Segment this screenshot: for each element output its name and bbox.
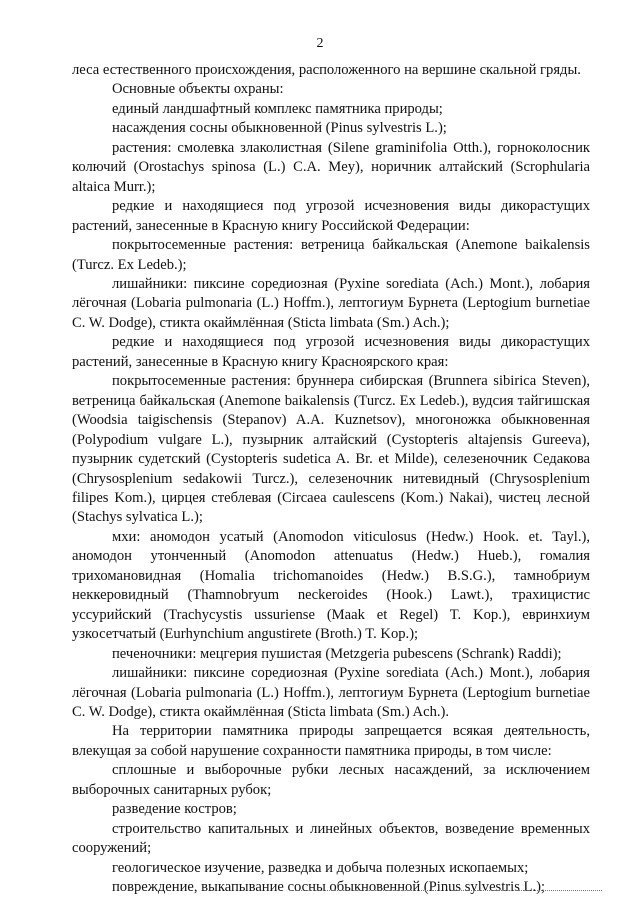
paragraph: редкие и находящиеся под угрозой исчезновения виды дикорастущих растений, занесенные в Красную книгу Красноярского края: <box>72 334 590 370</box>
paragraph: печеночники: мецгерия пушистая (Metzgeria pubescens (Schrank) Raddi); <box>112 645 562 662</box>
paragraph: лишайники: пиксине соредиозная (Pyxine sorediata (Ach.) Mont.), лобария лёгочная (Lobaria pulmonaria (L.) Hoffm.), лептогиум Бурнета (Leptogium burnetiae C. W. Dodge), стикта окаймлённая (Sticta limbata (Sm.) Ach.). <box>72 665 590 720</box>
footer-separator <box>290 890 602 891</box>
paragraph: растения: смолевка злаколистная (Silene graminifolia Otth.), горноколосник колючий (Orostachys spinosa (L.) C.A. Mey), норичник алтайский (Scrophularia altaica Murr.); <box>72 139 590 195</box>
paragraph: строительство капитальных и линейных объектов, возведение временных сооружений; <box>72 820 590 857</box>
paragraph: лишайники: пиксине соредиозная (Pyxine sorediata (Ach.) Mont.), лобария лёгочная (Lobaria pulmonaria (L.) Hoffm.), лептогиум Бурнета (Leptogium burnetiae C. W. Dodge), стикта окаймлённая (Sticta limbata (Sm.) Ach.); <box>72 275 590 331</box>
page-number: 2 <box>316 36 324 51</box>
paragraph: На территории памятника природы запрещается всякая деятельность, влекущая за собой нарушение сохранности памятника природы, в том числе: <box>72 723 590 759</box>
paragraph: покрытосеменные растения: бруннера сибирская (Brunnera sibirica Steven), ветреница байкальская (Anemone baikalensis (Turcz. Ex Ledeb.), вудсия тайгишская (Woodsia taigischensis (Stepanov) A.A. Kuznetsov), многоножка обыкновенная (Polypodium vulgare L.), пузырник алтайский (Cystopteris altajensis Gureeva), пузырник судетский (Cystopteris sudetica A. Br. et Milde), селезеночник Седакова (Chrysosplenium sedakowii Turcz.), селезеночник нитевидный (Chrysosplenium filipes Kom.), цирцея стеблевая (Circaea caulescens (Kom.) Nakai), чистец лесной (Stachys sylvatica L.); <box>72 373 590 526</box>
paragraph: повреждение, выкапывание сосны обыкновенной (Pinus sylvestris L.); <box>112 879 546 896</box>
paragraph: мхи: аномодон усатый (Anomodon viticulosus (Hedw.) Hook. et. Tayl.), аномодон утонченный (Anomodon attenuatus (Hedw.) Hueb.), гомалия трихомановидная (Homalia trichomanoides (Hedw.) B.S.G.), тамнобриум неккеровидный (Thamnobryum neckeroides (Hook.) Lawt.), трахицистис уссурийский (Trachycystis ussuriense (Maak et Regel) T. Kop.), евринхиум узкосетчатый (Eurhynchium angustirete (Broth.) T. Kop.); <box>72 528 590 643</box>
paragraph: леса естественного происхождения, расположенного на вершине скальной гряды. <box>72 62 581 78</box>
paragraph: насаждения сосны обыкновенной (Pinus sylvestris L.); <box>112 120 447 137</box>
document-body <box>72 61 590 897</box>
paragraph: редкие и находящиеся под угрозой исчезновения виды дикорастущих растений, занесенные в Красную книгу Российской Федерации: <box>72 198 590 234</box>
paragraph: сплошные и выборочные рубки лесных насаждений, за исключением выборочных санитарных рубок; <box>72 762 590 798</box>
paragraph: Основные объекты охраны: <box>112 81 284 98</box>
paragraph: покрытосеменные растения: ветреница байкальская (Anemone baikalensis (Turcz. Ex Ledeb.); <box>72 237 590 273</box>
paragraph: единый ландшафтный комплекс памятника природы; <box>112 100 443 117</box>
paragraph: разведение костров; <box>112 801 237 818</box>
paragraph: геологическое изучение, разведка и добыча полезных ископаемых; <box>112 859 529 876</box>
